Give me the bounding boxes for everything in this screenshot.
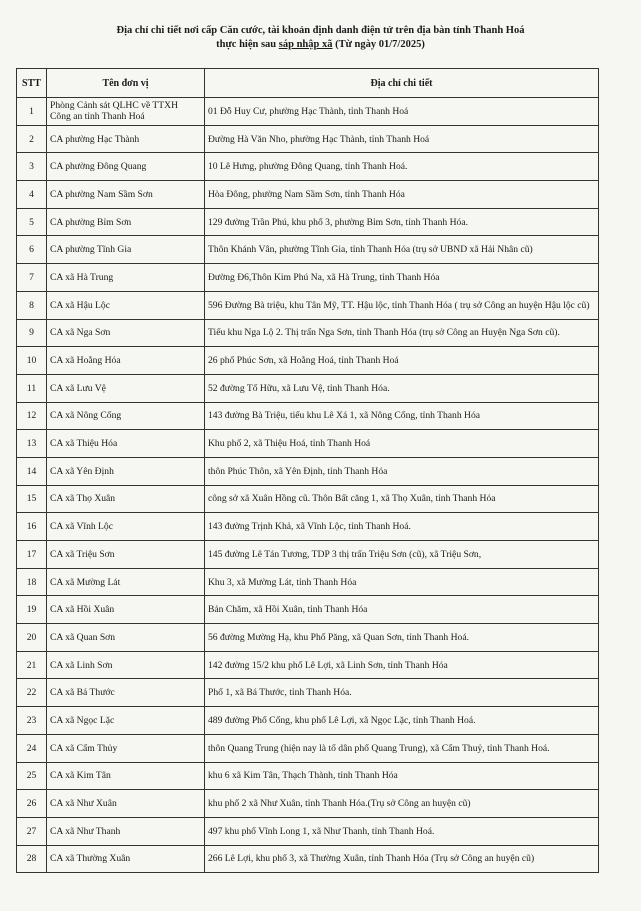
row-stt: 9 bbox=[17, 319, 47, 347]
row-address: Tiểu khu Nga Lộ 2. Thị trấn Nga Sơn, tỉnh Thanh Hóa (trụ sở Công an Huyện Nga Sơn cũ). bbox=[205, 319, 599, 347]
address-table bbox=[16, 68, 599, 873]
row-unit: Phòng Cảnh sát QLHC về TTXH Công an tỉnh Thanh Hoá bbox=[47, 98, 205, 126]
row-unit: CA xã Thiệu Hóa bbox=[47, 430, 205, 458]
table-row bbox=[17, 790, 599, 818]
row-unit: CA xã Cẩm Thủy bbox=[47, 734, 205, 762]
row-address: Đường Đ6,Thôn Kim Phú Na, xã Hà Trung, tỉnh Thanh Hóa bbox=[205, 264, 599, 292]
document-title bbox=[0, 24, 641, 52]
row-address: 145 đường Lê Tán Tương, TDP 3 thị trấn Triệu Sơn (cũ), xã Triệu Sơn, bbox=[205, 541, 599, 569]
table-row bbox=[17, 485, 599, 513]
table-row bbox=[17, 568, 599, 596]
row-address: 142 đường 15/2 khu phố Lê Lợi, xã Linh Sơn, tỉnh Thanh Hóa bbox=[205, 651, 599, 679]
table-row bbox=[17, 845, 599, 873]
row-unit: CA xã Như Xuân bbox=[47, 790, 205, 818]
row-unit: CA xã Yên Định bbox=[47, 457, 205, 485]
row-address: 497 khu phố Vĩnh Long 1, xã Như Thanh, tỉnh Thanh Hoá. bbox=[205, 817, 599, 845]
row-address: Phố 1, xã Bá Thước, tỉnh Thanh Hóa. bbox=[205, 679, 599, 707]
table-row bbox=[17, 430, 599, 458]
table-row bbox=[17, 98, 599, 126]
table-header-row bbox=[17, 69, 599, 98]
row-unit: CA xã Bá Thước bbox=[47, 679, 205, 707]
table-row bbox=[17, 679, 599, 707]
row-unit: CA phường Tĩnh Gia bbox=[47, 236, 205, 264]
header-unit: Tên đơn vị bbox=[47, 69, 205, 98]
table-row bbox=[17, 208, 599, 236]
header-address: Địa chỉ chi tiết bbox=[205, 69, 599, 98]
row-stt: 5 bbox=[17, 208, 47, 236]
row-stt: 22 bbox=[17, 679, 47, 707]
table-row bbox=[17, 651, 599, 679]
row-unit: CA xã Quan Sơn bbox=[47, 624, 205, 652]
row-stt: 16 bbox=[17, 513, 47, 541]
row-unit: CA xã Kim Tân bbox=[47, 762, 205, 790]
table-row bbox=[17, 817, 599, 845]
row-address: thôn Quang Trung (hiện nay là tổ dân phố Quang Trung), xã Cẩm Thuỷ, tỉnh Thanh Hoá. bbox=[205, 734, 599, 762]
row-unit: CA xã Linh Sơn bbox=[47, 651, 205, 679]
row-address: công sở xã Xuân Hồng cũ. Thôn Bất căng 1, xã Thọ Xuân, tỉnh Thanh Hóa bbox=[205, 485, 599, 513]
row-address: 129 đường Trần Phú, khu phố 3, phường Bỉm Sơn, tỉnh Thanh Hóa. bbox=[205, 208, 599, 236]
row-stt: 11 bbox=[17, 374, 47, 402]
header-stt: STT bbox=[17, 69, 47, 98]
row-address: 10 Lê Hưng, phường Đông Quang, tỉnh Thanh Hoá. bbox=[205, 153, 599, 181]
row-stt: 4 bbox=[17, 181, 47, 209]
row-stt: 24 bbox=[17, 734, 47, 762]
row-unit: CA xã Hà Trung bbox=[47, 264, 205, 292]
row-address: 01 Đỗ Huy Cư, phường Hạc Thành, tỉnh Thanh Hoá bbox=[205, 98, 599, 126]
table-row bbox=[17, 707, 599, 735]
row-unit: CA xã Mường Lát bbox=[47, 568, 205, 596]
row-address: Khu 3, xã Mường Lát, tỉnh Thanh Hóa bbox=[205, 568, 599, 596]
table-row bbox=[17, 181, 599, 209]
row-stt: 19 bbox=[17, 596, 47, 624]
row-unit: CA xã Như Thanh bbox=[47, 817, 205, 845]
row-address: thôn Phúc Thôn, xã Yên Định, tỉnh Thanh Hóa bbox=[205, 457, 599, 485]
row-address: 56 đường Mường Hạ, khu Phố Păng, xã Quan Sơn, tỉnh Thanh Hoá. bbox=[205, 624, 599, 652]
table-row bbox=[17, 457, 599, 485]
table-row bbox=[17, 153, 599, 181]
row-address: khu phố 2 xã Như Xuân, tỉnh Thanh Hóa.(Trụ sở Công an huyện cũ) bbox=[205, 790, 599, 818]
row-address: khu 6 xã Kim Tân, Thạch Thành, tỉnh Thanh Hóa bbox=[205, 762, 599, 790]
row-stt: 13 bbox=[17, 430, 47, 458]
row-address: Thôn Khánh Vân, phường Tĩnh Gia, tỉnh Thanh Hóa (trụ sở UBND xã Hải Nhân cũ) bbox=[205, 236, 599, 264]
row-unit: CA xã Thọ Xuân bbox=[47, 485, 205, 513]
title-line-2 bbox=[0, 38, 641, 52]
row-address: 596 Đường Bà triệu, khu Tân Mỹ, TT. Hậu lộc, tỉnh Thanh Hóa ( trụ sở Công an huyện Hậu lộc cũ) bbox=[205, 291, 599, 319]
table-row bbox=[17, 347, 599, 375]
row-stt: 17 bbox=[17, 541, 47, 569]
table-row bbox=[17, 762, 599, 790]
row-unit: CA xã Vĩnh Lộc bbox=[47, 513, 205, 541]
row-stt: 7 bbox=[17, 264, 47, 292]
row-stt: 6 bbox=[17, 236, 47, 264]
title-line-2-pre: thực hiện sau bbox=[216, 39, 279, 50]
row-unit: CA phường Hạc Thành bbox=[47, 125, 205, 153]
row-unit: CA xã Lưu Vệ bbox=[47, 374, 205, 402]
row-address: 143 đường Bà Triệu, tiểu khu Lê Xá 1, xã Nông Cống, tỉnh Thanh Hóa bbox=[205, 402, 599, 430]
table-row bbox=[17, 374, 599, 402]
row-stt: 14 bbox=[17, 457, 47, 485]
table-row bbox=[17, 319, 599, 347]
row-stt: 25 bbox=[17, 762, 47, 790]
row-stt: 28 bbox=[17, 845, 47, 873]
row-address: 143 đường Trịnh Khả, xã Vĩnh Lộc, tỉnh Thanh Hoá. bbox=[205, 513, 599, 541]
title-line-2-post: (Từ ngày 01/7/2025) bbox=[332, 39, 425, 50]
row-address: Bản Chăm, xã Hồi Xuân, tỉnh Thanh Hóa bbox=[205, 596, 599, 624]
row-address: 52 đường Tố Hữu, xã Lưu Vệ, tỉnh Thanh Hóa. bbox=[205, 374, 599, 402]
row-stt: 27 bbox=[17, 817, 47, 845]
row-address: 489 đường Phố Cống, khu phố Lê Lợi, xã Ngọc Lặc, tỉnh Thanh Hoá. bbox=[205, 707, 599, 735]
row-address: Khu phố 2, xã Thiệu Hoá, tỉnh Thanh Hoá bbox=[205, 430, 599, 458]
row-unit: CA xã Ngọc Lặc bbox=[47, 707, 205, 735]
table-row bbox=[17, 734, 599, 762]
row-stt: 12 bbox=[17, 402, 47, 430]
table-row bbox=[17, 264, 599, 292]
row-unit: CA xã Hậu Lộc bbox=[47, 291, 205, 319]
row-unit: CA phường Nam Sầm Sơn bbox=[47, 181, 205, 209]
table-row bbox=[17, 236, 599, 264]
row-stt: 2 bbox=[17, 125, 47, 153]
row-stt: 3 bbox=[17, 153, 47, 181]
row-stt: 10 bbox=[17, 347, 47, 375]
title-line-2-underlined: sáp nhập xã bbox=[278, 39, 333, 50]
row-address: 26 phố Phúc Sơn, xã Hoằng Hoá, tỉnh Thanh Hoá bbox=[205, 347, 599, 375]
table-row bbox=[17, 624, 599, 652]
title-line-1: Địa chỉ chi tiết nơi cấp Căn cước, tài khoản định danh điện tử trên địa bàn tỉnh Thanh Hoá bbox=[116, 25, 525, 36]
table-row bbox=[17, 541, 599, 569]
row-unit: CA xã Nông Cống bbox=[47, 402, 205, 430]
row-unit: CA phường Bỉm Sơn bbox=[47, 208, 205, 236]
table-row bbox=[17, 513, 599, 541]
row-stt: 23 bbox=[17, 707, 47, 735]
row-stt: 1 bbox=[17, 98, 47, 126]
table-row bbox=[17, 596, 599, 624]
table-row bbox=[17, 291, 599, 319]
row-stt: 20 bbox=[17, 624, 47, 652]
row-unit: CA xã Hồi Xuân bbox=[47, 596, 205, 624]
row-address: 266 Lê Lợi, khu phố 3, xã Thường Xuân, tỉnh Thanh Hóa (Trụ sở Công an huyện cũ) bbox=[205, 845, 599, 873]
row-stt: 18 bbox=[17, 568, 47, 596]
row-stt: 8 bbox=[17, 291, 47, 319]
row-stt: 26 bbox=[17, 790, 47, 818]
row-unit: CA xã Hoằng Hóa bbox=[47, 347, 205, 375]
row-unit: CA phường Đông Quang bbox=[47, 153, 205, 181]
row-unit: CA xã Nga Sơn bbox=[47, 319, 205, 347]
row-unit: CA xã Triệu Sơn bbox=[47, 541, 205, 569]
row-stt: 21 bbox=[17, 651, 47, 679]
row-address: Hòa Đông, phường Nam Sầm Sơn, tỉnh Thanh Hóa bbox=[205, 181, 599, 209]
table-row bbox=[17, 125, 599, 153]
row-stt: 15 bbox=[17, 485, 47, 513]
row-address: Đường Hà Văn Nho, phường Hạc Thành, tỉnh Thanh Hoá bbox=[205, 125, 599, 153]
row-unit: CA xã Thường Xuân bbox=[47, 845, 205, 873]
table-row bbox=[17, 402, 599, 430]
